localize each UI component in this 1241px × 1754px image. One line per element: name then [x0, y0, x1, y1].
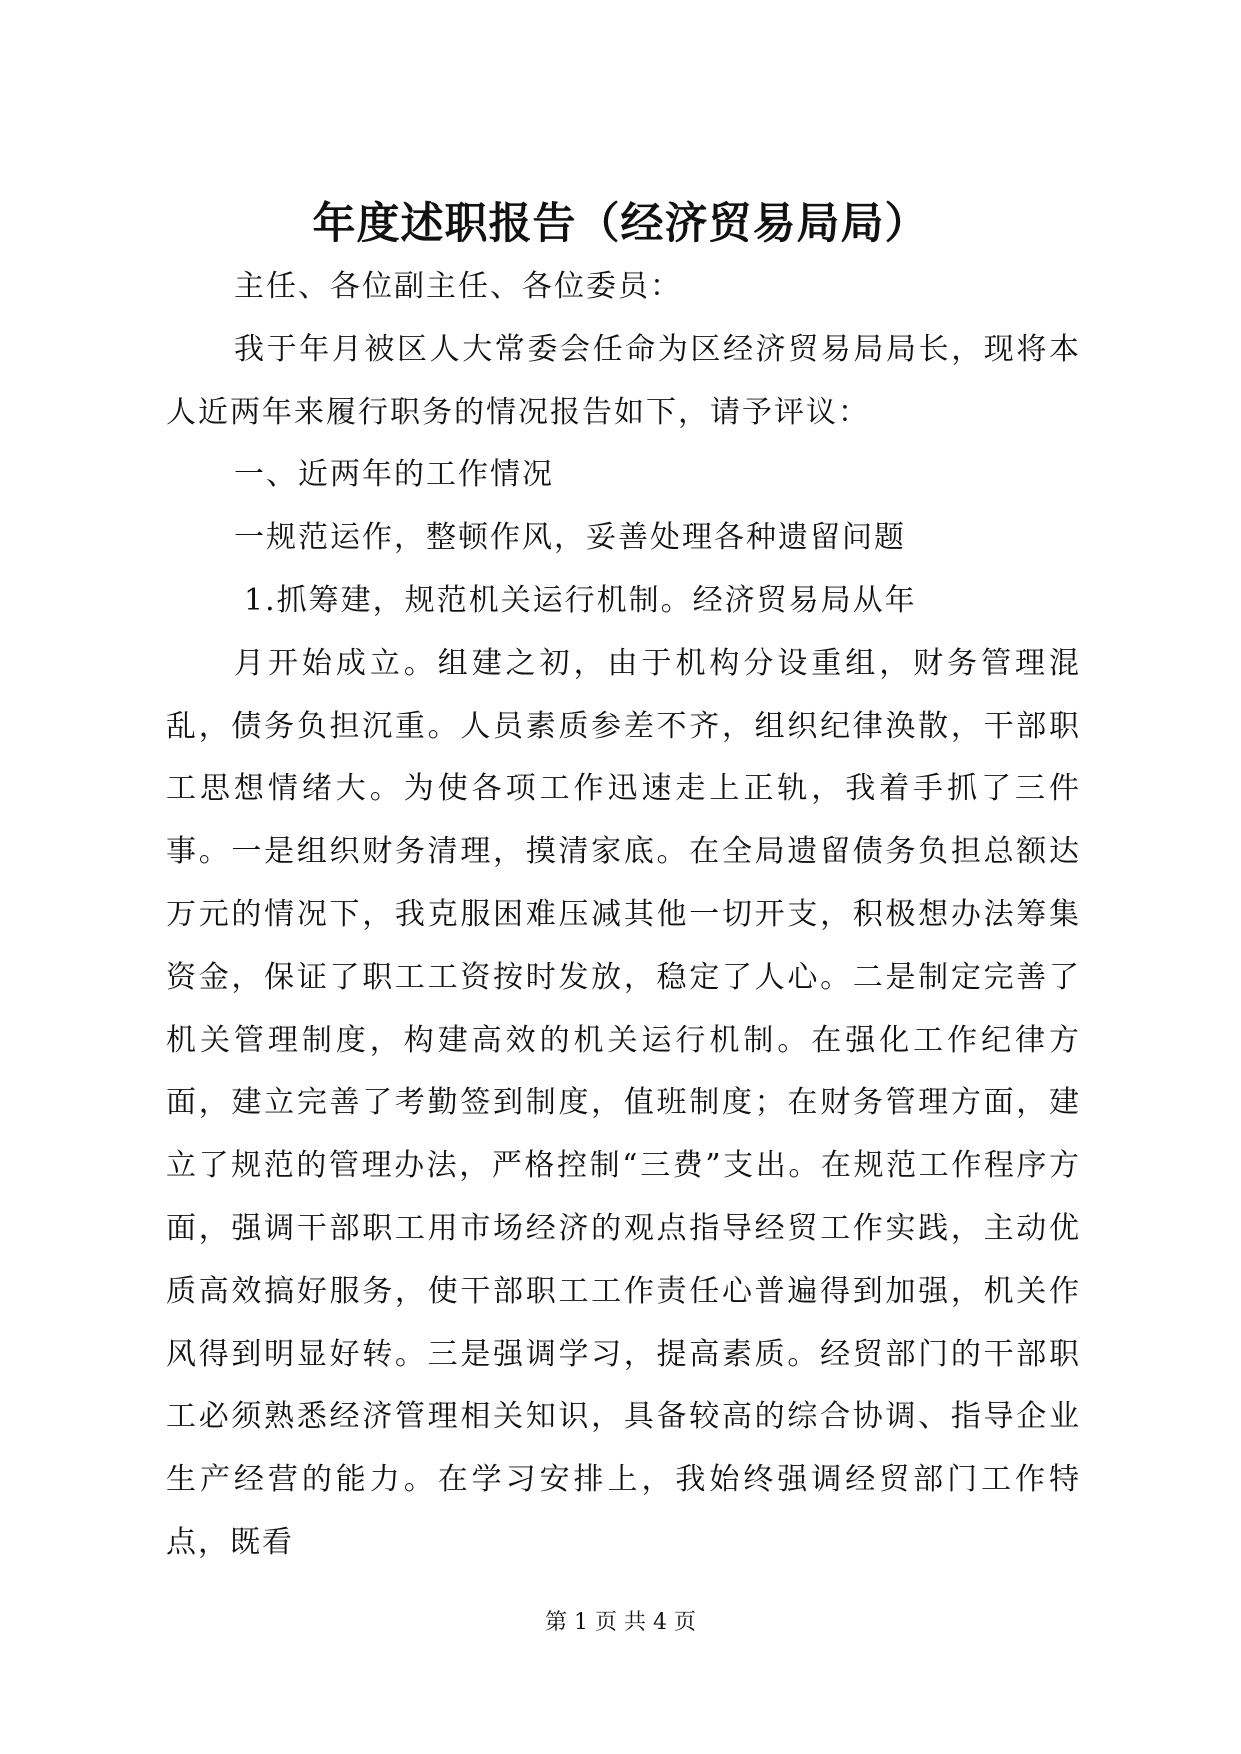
document-title: 年度述职报告（经济贸易局局） — [312, 199, 929, 249]
intro-paragraph: 我于年月被区人大常委会任命为区经济贸易局局长，现将本人近两年来履行职务的情况报告如下，请予评议： — [166, 331, 1081, 430]
subsection-heading: 一规范运作，整顿作风，妥善处理各种遗留问题 — [234, 520, 906, 556]
page-number-footer: 第 1 页 共 4 页 — [545, 1610, 696, 1635]
list-item-heading: 1.抓筹建，规范机关运行机制。经济贸易局从年 — [244, 582, 917, 618]
document-body — [166, 256, 1081, 1575]
body-paragraph: 月开始成立。组建之初，由于机构分设重组，财务管理混乱，债务负担沉重。人员素质参差不齐，组织纪律涣散，干部职工思想情绪大。为使各项工作迅速走上正轨，我着手抓了三件事。一是组织财务清理，摸清家底。在全局遗留债务负担总额达万元的情况下，我克服困难压减其他一切开支，积极想办法筹集资金，保证了职工工资按时发放，稳定了人心。二是制定完善了机关管理制度，构建高效的机关运行机制。在强化工作纪律方面，建立完善了考勤签到制度，值班制度；在财务管理方面，建立了规范的管理办法，严格控制“三费”支出。在规范工作程序方面，强调干部职工用市场经济的观点指导经贸工作实践，主动优质高效搞好服务，使干部职工工作责任心普遍得到加强，机关作风得到明显好转。三是强调学习，提高素质。经贸部门的干部职工必须熟悉经济管理相关知识，具备较高的综合协调、指导企业生产经营的能力。在学习安排上，我始终强调经贸部门工作特点，既看 — [166, 645, 1081, 1560]
salutation-paragraph: 主任、各位副主任、各位委员： — [234, 269, 682, 304]
section-heading: 一、近两年的工作情况 — [234, 457, 554, 493]
